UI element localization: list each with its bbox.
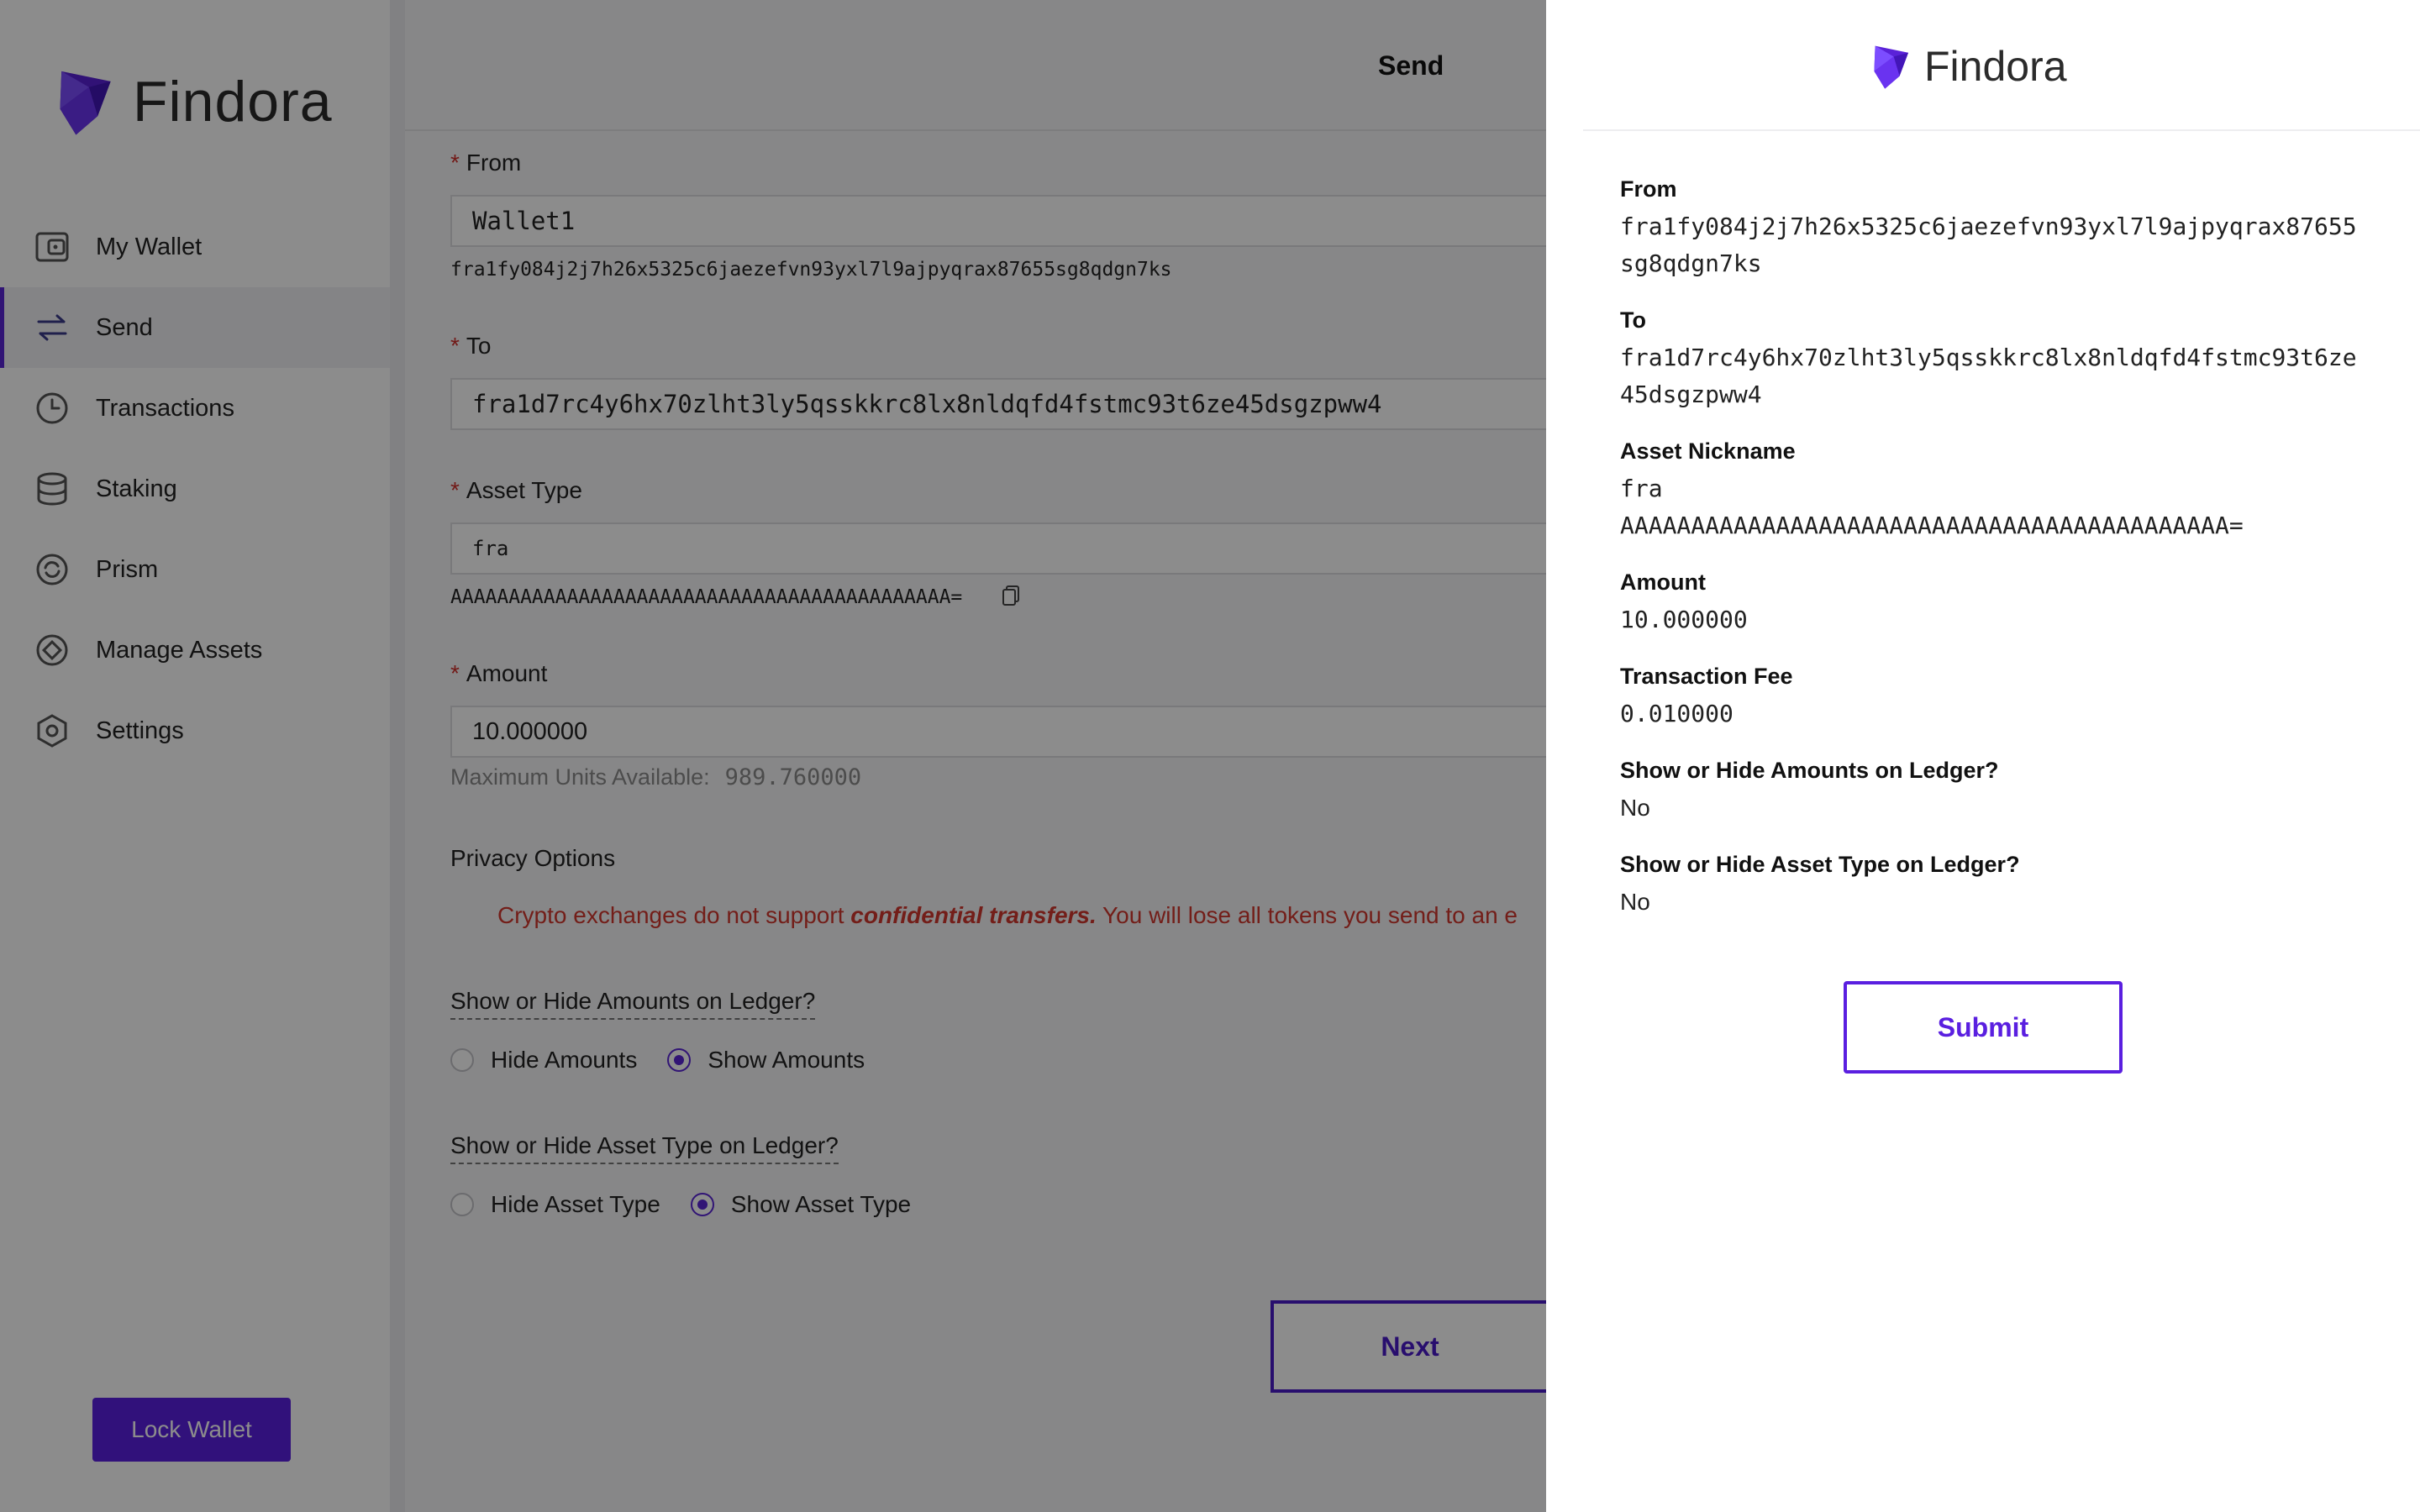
confirm-from-value: fra1fy084j2j7h26x5325c6jaezefvn93yxl7l9ajpyqrax87655sg8qdgn7ks (1620, 213, 2357, 277)
confirm-amount-value: 10.000000 (1620, 606, 1748, 633)
to-address-input[interactable]: fra1d7rc4y6hx70zlht3ly5qsskkrc8lx8nldqfd4fstmc93t6ze45dsgzpww4 (450, 378, 1627, 430)
confirm-amounts-ledger-value: No (1620, 795, 1650, 821)
asset-type-select[interactable]: fra (450, 522, 1627, 575)
warning-emphasis: confidential transfers. (850, 902, 1097, 928)
sidebar-item-label: Staking (96, 475, 177, 502)
confirm-asset-ledger-label: Show or Hide Asset Type on Ledger? (1620, 852, 2020, 877)
required-mark: * (450, 333, 460, 359)
show-asset-type-label[interactable]: Show Asset Type (730, 1191, 912, 1217)
confirm-nickname-label: Asset Nickname (1620, 438, 1796, 464)
sidebar-item-label: My Wallet (96, 233, 203, 260)
to-label-text: To (466, 333, 492, 359)
amount-label-text: Amount (466, 660, 548, 686)
drawer-divider (1583, 129, 2420, 131)
required-mark: * (450, 660, 460, 686)
sidebar-item-label: Manage Assets (96, 636, 263, 664)
logo-text: Findora (1924, 43, 2067, 90)
confirm-amounts-ledger-label: Show or Hide Amounts on Ledger? (1620, 758, 1999, 783)
submit-button[interactable]: Submit (1844, 981, 2123, 1074)
lock-wallet-button[interactable]: Lock Wallet (92, 1398, 291, 1462)
sidebar-item-label: Prism (96, 555, 159, 583)
max-units-label: Maximum Units Available: (450, 764, 710, 790)
privacy-options-title: Privacy Options (450, 845, 616, 871)
confirm-to-value: fra1d7rc4y6hx70zlht3ly5qsskkrc8lx8nldqfd4fstmc93t6ze45dsgzpww4 (1620, 344, 2357, 408)
from-wallet-select[interactable]: Wallet1 (450, 195, 1627, 247)
confirm-fee-label: Transaction Fee (1620, 664, 1793, 689)
asset-type-label-text: Asset Type (466, 477, 582, 503)
required-mark: * (450, 477, 460, 503)
from-address: fra1fy084j2j7h26x5325c6jaezefvn93yxl7l9ajpyqrax87655sg8qdgn7ks (450, 259, 1172, 281)
sidebar-item-label: Transactions (96, 394, 234, 422)
hide-asset-type-label[interactable]: Hide Asset Type (491, 1191, 660, 1217)
confirm-nickname-value: fra (1620, 475, 1663, 502)
asset-code: AAAAAAAAAAAAAAAAAAAAAAAAAAAAAAAAAAAAAAAAAAA= (450, 586, 963, 608)
confirm-amount-label: Amount (1620, 570, 1706, 595)
next-button[interactable]: Next (1270, 1300, 1549, 1393)
confirm-from-label: From (1620, 176, 1677, 202)
max-units-value: 989.760000 (724, 764, 862, 790)
confirm-asset-ledger-value: No (1620, 889, 1650, 915)
amounts-ledger-question[interactable]: Show or Hide Amounts on Ledger? (450, 988, 815, 1020)
confirm-fee-value: 0.010000 (1620, 700, 1733, 727)
warning-text-tail: You will lose all tokens you send to an e (1096, 902, 1518, 928)
show-amounts-label[interactable]: Show Amounts (708, 1047, 865, 1073)
findora-logo (1865, 42, 2067, 91)
page-title: Send (1378, 50, 1444, 81)
confirm-nickname-code: AAAAAAAAAAAAAAAAAAAAAAAAAAAAAAAAAAAAAAAAAAA= (1620, 512, 2244, 539)
logo-text: Findora (133, 70, 333, 134)
confirm-to-label: To (1620, 307, 1646, 333)
confirm-drawer (1546, 0, 2420, 1512)
amount-input[interactable]: 10.000000 (450, 706, 1627, 758)
findora-gem-icon (1865, 42, 1914, 91)
hide-amounts-label[interactable]: Hide Amounts (491, 1047, 638, 1073)
warning-text: Crypto exchanges do not support (497, 902, 851, 928)
asset-type-ledger-question[interactable]: Show or Hide Asset Type on Ledger? (450, 1132, 839, 1164)
required-mark: * (450, 150, 460, 176)
sidebar-item-label: Send (96, 313, 153, 341)
sidebar-item-label: Settings (96, 717, 184, 744)
from-label-text: From (466, 150, 522, 176)
